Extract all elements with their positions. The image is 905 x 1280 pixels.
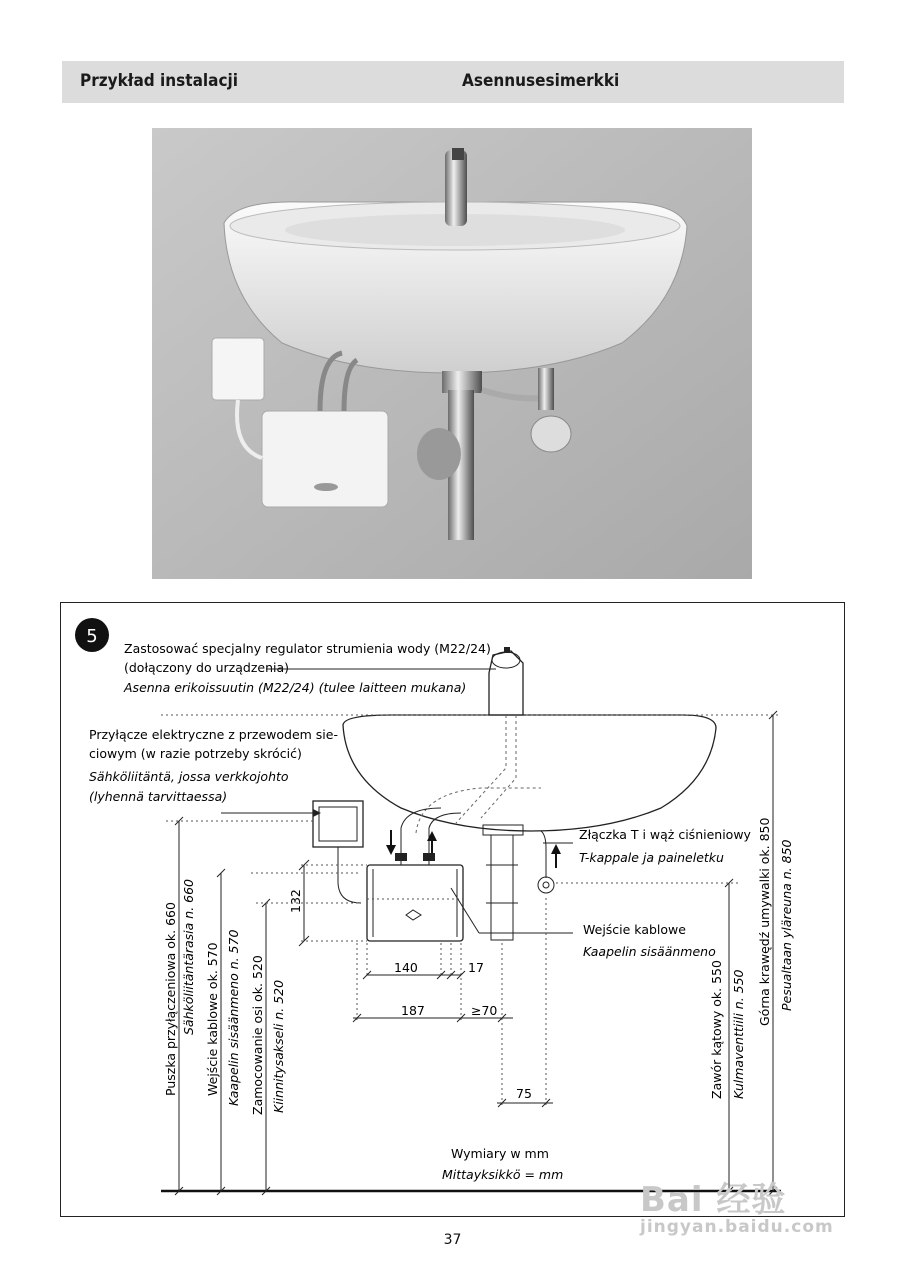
installation-photo	[152, 128, 752, 579]
vlabel-valve-fi: Kulmaventtiili n. 550	[731, 969, 746, 1099]
electric-callout-fi-1: Sähköliitäntä, jossa verkkojohto	[89, 769, 289, 784]
electric-callout-fi-2: (lyhennä tarvittaessa)	[89, 789, 228, 804]
vlabel-cable-pl: Wejście kablowe ok. 570	[205, 942, 220, 1096]
vlabel-box-fi: Sähköliitäntärasia n. 660	[181, 878, 196, 1035]
dim-17: 17	[468, 960, 484, 975]
section-header	[62, 61, 844, 103]
installation-diagram	[60, 602, 845, 1217]
vlabel-cable-fi: Kaapelin sisäänmeno n. 570	[226, 929, 241, 1106]
dim-75: 75	[516, 1086, 532, 1101]
regulator-callout-pl-2: (dołączony do urządzenia)	[124, 660, 290, 675]
tee-callout-pl: Złączka T i wąż ciśnieniowy	[579, 827, 751, 842]
tee-callout-fi: T-kappale ja paineletku	[579, 850, 724, 865]
electric-callout-pl-1: Przyłącze elektryczne z przewodem sie-	[89, 727, 338, 742]
watermark	[640, 1172, 834, 1237]
vlabel-valve-pl: Zawór kątowy ok. 550	[709, 960, 724, 1099]
figure-number: 5	[86, 626, 98, 647]
units-label-pl: Wymiary w mm	[451, 1146, 549, 1161]
vlabel-rim-fi: Pesualtaan yläreuna n. 850	[779, 839, 794, 1011]
header-title-fi: Asennusesimerkki	[462, 71, 620, 91]
header-title-pl: Przykład instalacji	[80, 71, 239, 91]
vlabel-box-pl: Puszka przyłączeniowa ok. 660	[163, 902, 178, 1096]
regulator-callout-pl-1: Zastosować specjalny regulator strumienia wody (M22/24)	[124, 641, 491, 656]
electric-callout-pl-2: ciowym (w razie potrzeby skrócić)	[89, 746, 302, 761]
dim-187: 187	[401, 1003, 425, 1018]
cable-callout-fi: Kaapelin sisäänmeno	[583, 944, 716, 959]
regulator-callout-fi: Asenna erikoissuutin (M22/24) (tulee laitteen mukana)	[124, 680, 467, 695]
dim-ge70: ≥70	[471, 1003, 498, 1018]
dim-140: 140	[394, 960, 418, 975]
watermark-line-2: jingyan.baidu.com	[640, 1217, 834, 1237]
page-number: 37	[443, 1232, 462, 1248]
vlabel-axis-fi: Kiinnitysakseli n. 520	[271, 979, 286, 1113]
units-label-fi: Mittayksikkö = mm	[442, 1167, 564, 1182]
dim-132: 132	[288, 889, 303, 913]
cable-callout-pl: Wejście kablowe	[583, 922, 686, 937]
watermark-line-1: Bai 经验	[640, 1180, 787, 1220]
vlabel-axis-pl: Zamocowanie osi ok. 520	[250, 955, 265, 1115]
vlabel-rim-pl: Górna krawędź umywalki ok. 850	[757, 817, 772, 1026]
